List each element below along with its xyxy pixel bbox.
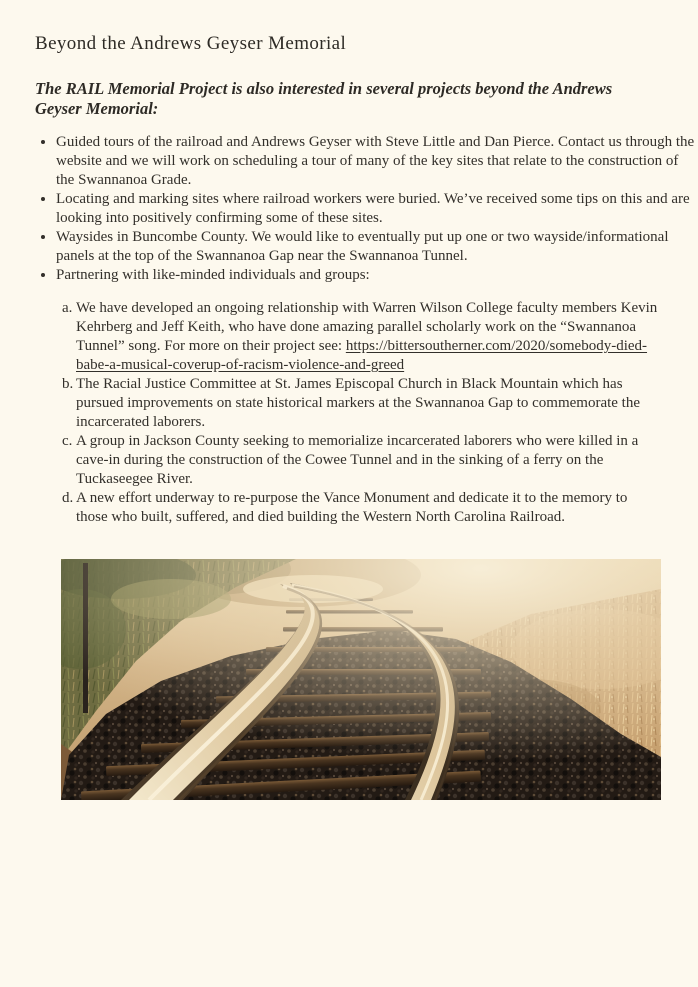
list-item-partnering: • Partnering with like-minded individuals and groups: (56, 266, 695, 285)
list-item-text: A group in Jackson County seeking to memorialize incarcerated laborers who were killed in a cave-in during the construction of the Cowee Tunnel and in the sinking of a ferry on the Tuckaseegee River. (76, 433, 639, 487)
list-marker: a. (62, 300, 73, 316)
list-item-waysides: • Waysides in Buncombe County. We would like to eventually put up one or two wayside/informational panels at the top of the Swannanoa Gap near the Swannanoa Tunnel. (56, 228, 695, 266)
railroad-tracks-illustration (61, 559, 661, 800)
list-item-text: A new effort underway to re-purpose the Vance Monument and dedicate it to the memory to those who built, suffered, and died building the Western North Carolina Railroad. (76, 490, 628, 525)
list-marker: d. (62, 490, 74, 506)
list-item-vance-monument (62, 489, 662, 527)
list-item-text: The Racial Justice Committee at St. James Episcopal Church in Black Mountain which has pursued improvements on state historical markers at the Swannanoa Gap to commemorate the incarcerated laborers. (76, 376, 641, 430)
list-item-racial-justice-committee (62, 375, 662, 432)
list-item-burial-sites: • Locating and marking sites where railroad workers were buried. We’ve received some tips on this and are looking into positively confirming some of these sites. (56, 190, 695, 228)
partners-sublist (62, 299, 662, 527)
list-item-body: We have developed an ongoing relationship with Warren Wilson College faculty members Kevin Kehrberg and Jeff Keith, who have done amazing parallel scholarly work on the “Swannanoa Tunnel” song. For more on their project see: (76, 300, 658, 354)
list-item-jackson-county-group (62, 432, 662, 489)
list-item-guided-tours: • Guided tours of the railroad and Andrews Geyser with Steve Little and Dan Pierce. Contact us through the website and we will work on scheduling a tour of many of the key sites that relate to the construction of the Swannanoa Grade. (56, 133, 695, 190)
list-marker: c. (62, 433, 73, 449)
list-marker: b. (62, 376, 74, 392)
list-item-warren-wilson (62, 299, 662, 375)
list-item-text (76, 299, 662, 375)
bittersoutherner-link[interactable]: https://bittersoutherner.com/2020/somebody-died-babe-a-musical-coverup-of-racism-violence-and-greed (76, 338, 648, 373)
railroad-tracks-photo (61, 559, 661, 800)
page-title: Beyond the Andrews Geyser Memorial (35, 33, 347, 54)
intro-paragraph: The RAIL Memorial Project is also interested in several projects beyond the Andrews Geyser Memorial: (35, 79, 613, 118)
projects-list (35, 133, 695, 285)
